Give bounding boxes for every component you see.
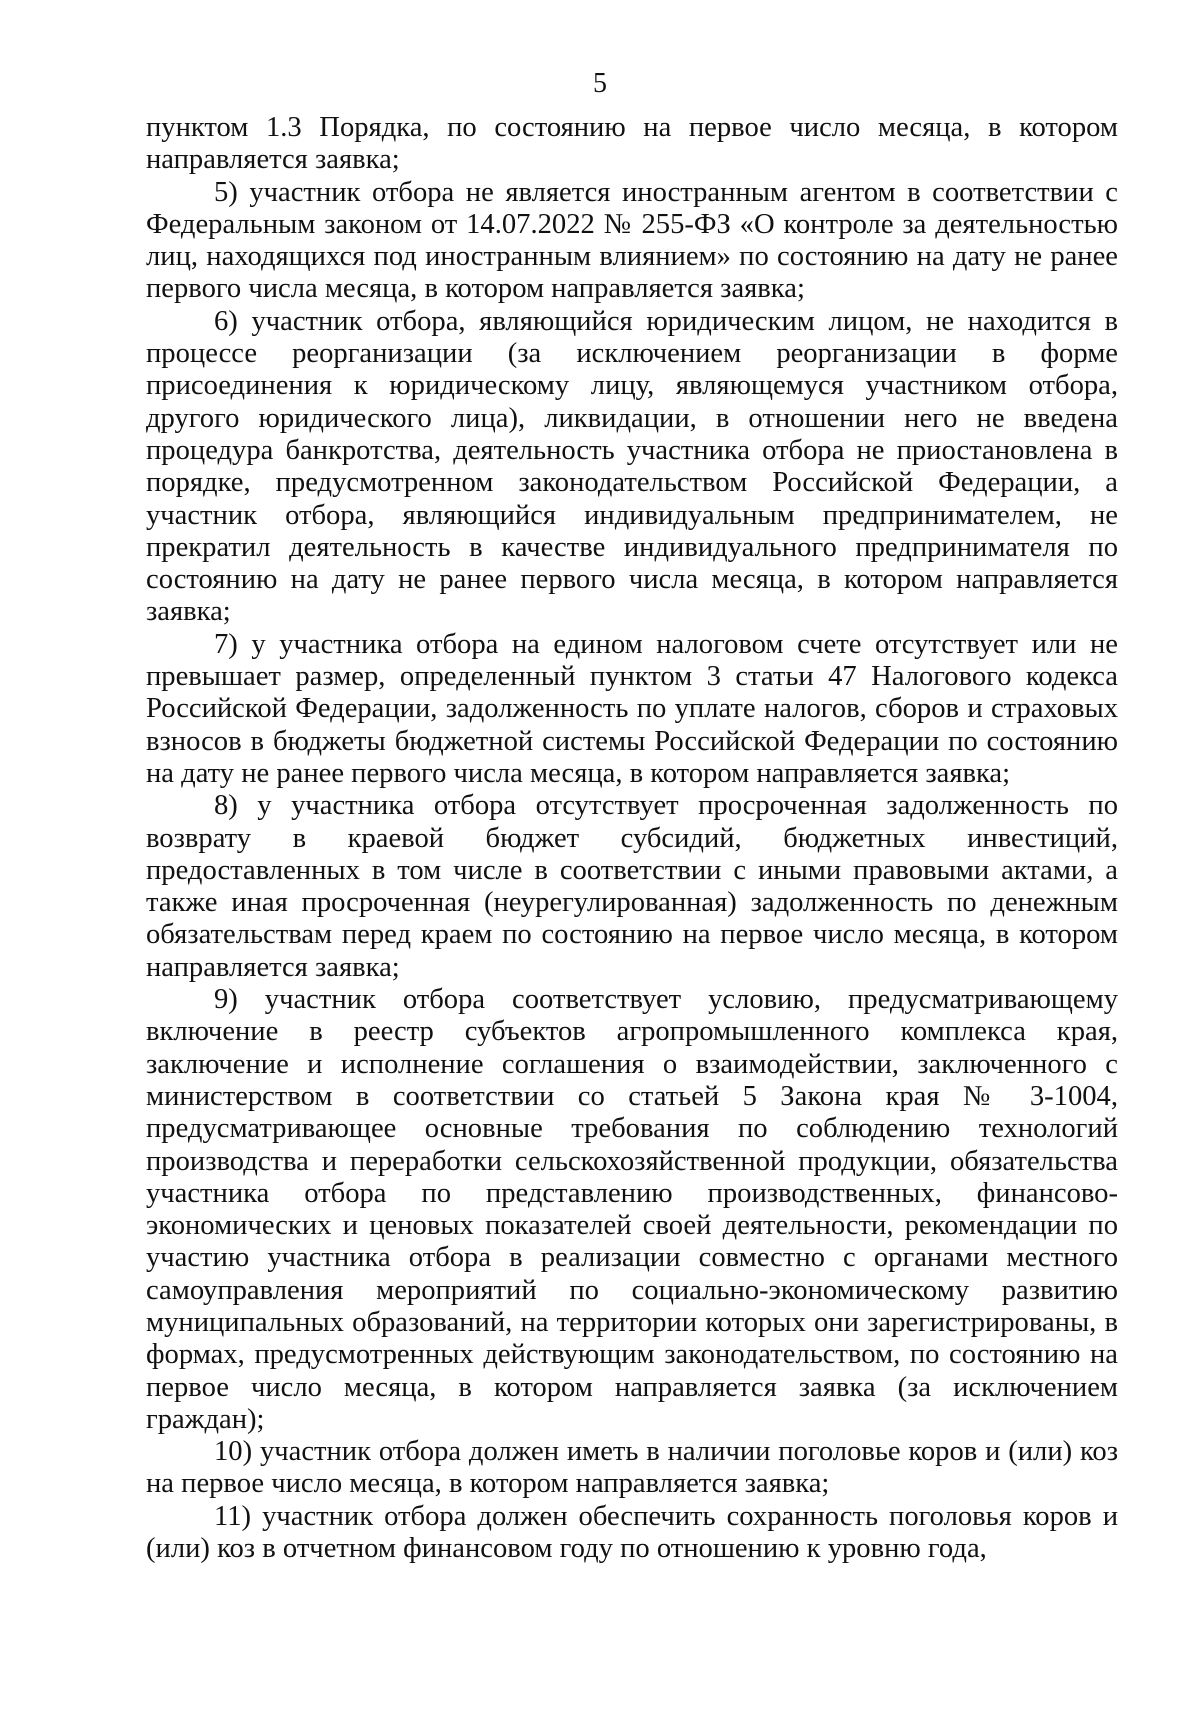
paragraph-item-6: 6) участник отбора, являющийся юридическим лицом, не находится в процессе реорганизации (за исключением реорганизации в форме присоединения к юридическому лицу, являющемуся участником отбора, другого юридического лица), ликвидации, в отношении него не введена процедура банкротства, деятельность участника отбора не приостановлена в порядке, предусмотренном законодательством Российской Федерации, а участник отбора, являющийся индивидуальным предпринимателем, не прекратил деятельность в качестве индивидуального предпринимателя по состоянию на дату не ранее первого числа месяца, в котором направляется заявка;: [146, 305, 1118, 628]
paragraph-continuation: пунктом 1.3 Порядка, по состоянию на первое число месяца, в котором направляется заявка;: [146, 112, 1118, 176]
paragraph-item-7: 7) у участника отбора на едином налоговом счете отсутствует или не превышает размер, определенный пунктом 3 статьи 47 Налогового кодекса Российской Федерации, задолженность по уплате налогов, сборов и страховых взносов в бюджеты бюджетной системы Российской Федерации по состоянию на дату не ранее первого числа месяца, в котором направляется заявка;: [146, 628, 1118, 789]
paragraph-item-5: 5) участник отбора не является иностранным агентом в соответствии с Федеральным законом от 14.07.2022 № 255-ФЗ «О контроле за деятельностью лиц, находящихся под иностранным влиянием» по состоянию на дату не ранее первого числа месяца, в котором направляется заявка;: [146, 176, 1118, 305]
paragraph-item-10: 10) участник отбора должен иметь в наличии поголовье коров и (или) коз на первое число месяца, в котором направляется заявка;: [146, 1436, 1118, 1500]
paragraph-item-11: 11) участник отбора должен обеспечить сохранность поголовья коров и (или) коз в отчетном финансовом году по отношению к уровню года,: [146, 1500, 1118, 1565]
document-body: [146, 112, 1118, 1565]
page-number: 5: [593, 68, 607, 99]
paragraph-item-9: 9) участник отбора соответствует условию, предусматривающему включение в реестр субъектов агропромышленного комплекса края, заключение и исполнение соглашения о взаимодействии, заключенного с министерством в соответствии со статьей 5 Закона края № 3-1004, предусматривающее основные требования по соблюдению технологий производства и переработки сельскохозяйственной продукции, обязательства участника отбора по представлению производственных, финансово-экономических и ценовых показателей своей деятельности, рекомендации по участию участника отбора в реализации совместно с органами местного самоуправления мероприятий по социально-экономическому развитию муниципальных образований, на территории которых они зарегистрированы, в формах, предусмотренных действующим законодательством, по состоянию на первое число месяца, в котором направляется заявка (за исключением граждан);: [146, 984, 1118, 1435]
paragraph-item-8: 8) у участника отбора отсутствует просроченная задолженность по возврату в краевой бюджет субсидий, бюджетных инвестиций, предоставленных в том числе в соответствии с иными правовыми актами, а также иная просроченная (неурегулированная) задолженность по денежным обязательствам перед краем по состоянию на первое число месяца, в котором направляется заявка;: [146, 790, 1118, 983]
